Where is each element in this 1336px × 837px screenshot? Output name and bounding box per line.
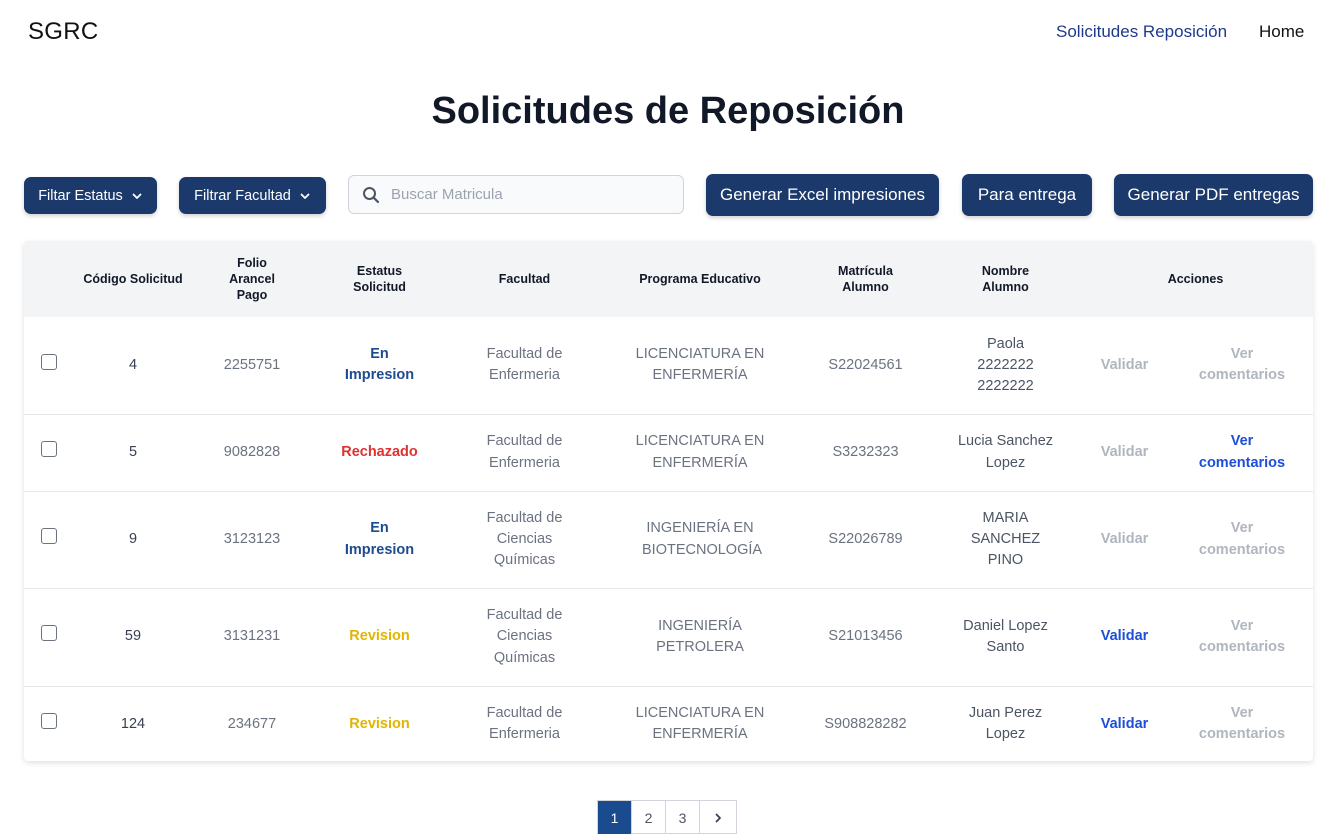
cell-facultad: Facultad de Ciencias Químicas: [447, 491, 602, 588]
filter-status-dropdown[interactable]: [24, 177, 157, 214]
cell-folio: 2255751: [223, 356, 281, 373]
cell-codigo: 5: [74, 414, 192, 491]
validate-link[interactable]: Validar: [1100, 628, 1149, 645]
nav-home[interactable]: Home: [1259, 22, 1305, 41]
chevron-down-icon: [299, 190, 311, 202]
table-row: [24, 317, 1313, 414]
cell-nombre: Lucia Sanchez Lopez: [933, 414, 1078, 491]
filter-faculty-label: Filtrar Facultad: [194, 187, 291, 204]
search-input[interactable]: [391, 186, 671, 203]
cell-codigo: 124: [74, 686, 192, 761]
header-acciones: Acciones: [1167, 271, 1224, 286]
brand-logo[interactable]: SGRC: [28, 18, 99, 45]
cell-matricula: S3232323: [798, 414, 933, 491]
status-badge: Rechazado: [341, 443, 418, 460]
validate-link[interactable]: Validar: [1100, 356, 1149, 373]
page-1-button[interactable]: 1: [598, 801, 631, 834]
validate-link[interactable]: Validar: [1100, 530, 1149, 547]
chevron-right-icon: [712, 812, 724, 824]
table-row: [24, 588, 1313, 686]
cell-nombre: Paola 2222222 2222222: [977, 335, 1034, 394]
generate-excel-button[interactable]: Generar Excel impresiones: [706, 174, 939, 216]
next-page-button[interactable]: [699, 801, 736, 834]
row-checkbox[interactable]: [41, 625, 57, 641]
row-checkbox[interactable]: [41, 441, 57, 457]
chevron-down-icon: [131, 190, 143, 202]
filter-status-label: Filtar Estatus: [38, 187, 123, 204]
header-codigo: Código Solicitud: [83, 271, 183, 286]
page-2-button[interactable]: 2: [631, 801, 665, 834]
cell-matricula: S22024561: [828, 356, 903, 373]
row-checkbox[interactable]: [41, 713, 57, 729]
cell-matricula: S908828282: [798, 686, 933, 761]
filter-faculty-dropdown[interactable]: [179, 177, 326, 214]
pagination: [597, 800, 737, 834]
requests-table-card: [24, 241, 1313, 761]
cell-nombre: MARIA SANCHEZ PINO: [933, 491, 1078, 588]
status-badge: Revision: [349, 628, 410, 645]
table-row: [24, 414, 1313, 491]
search-icon: [361, 185, 381, 205]
status-badge: En Impresion: [344, 520, 415, 558]
cell-programa: LICENCIATURA EN ENFERMERÍA: [635, 346, 765, 384]
cell-programa: LICENCIATURA EN ENFERMERÍA: [602, 414, 798, 491]
header-select: [24, 241, 74, 317]
generate-pdf-button[interactable]: Generar PDF entregas: [1114, 174, 1313, 216]
cell-folio: 9082828: [192, 414, 312, 491]
view-comments-link[interactable]: Ver comentarios: [1198, 433, 1286, 471]
cell-matricula: S21013456: [798, 588, 933, 686]
header-facultad: Facultad: [498, 271, 551, 286]
cell-nombre: Daniel Lopez Santo: [933, 588, 1078, 686]
requests-table: [24, 241, 1313, 761]
nav-solicitudes-reposicion[interactable]: Solicitudes Reposición: [1056, 22, 1228, 41]
table-header-row: [24, 241, 1313, 317]
cell-facultad: Facultad de Ciencias Químicas: [447, 588, 602, 686]
cell-folio: 3131231: [192, 588, 312, 686]
cell-programa: LICENCIATURA EN ENFERMERÍA: [602, 686, 798, 761]
status-badge: En Impresion: [344, 346, 415, 384]
view-comments-link[interactable]: Ver comentarios: [1198, 617, 1286, 655]
status-badge: Revision: [349, 715, 410, 732]
validate-link[interactable]: Validar: [1100, 443, 1149, 460]
cell-facultad: Facultad de Enfermeria: [486, 346, 563, 384]
table-row: [24, 686, 1313, 761]
header-nombre: Nombre Alumno: [981, 263, 1030, 294]
header-estatus: Estatus Solicitud: [353, 263, 406, 294]
cell-facultad: Facultad de Enfermeria: [447, 414, 602, 491]
header-programa: Programa Educativo: [639, 271, 761, 286]
cell-programa: INGENIERÍA PETROLERA: [602, 588, 798, 686]
table-row: [24, 491, 1313, 588]
cell-matricula: S22026789: [798, 491, 933, 588]
search-matricula: [348, 175, 684, 214]
page-title: Solicitudes de Reposición: [431, 90, 905, 132]
cell-codigo: 9: [74, 491, 192, 588]
cell-folio: 3123123: [192, 491, 312, 588]
cell-facultad: Facultad de Enfermeria: [447, 686, 602, 761]
cell-nombre: Juan Perez Lopez: [933, 686, 1078, 761]
top-navbar: [0, 0, 1336, 64]
view-comments-link[interactable]: Ver comentarios: [1198, 346, 1286, 384]
page-3-button[interactable]: 3: [665, 801, 699, 834]
cell-programa: INGENIERÍA EN BIOTECNOLOGÍA: [602, 491, 798, 588]
cell-folio: 234677: [192, 686, 312, 761]
row-checkbox[interactable]: [41, 528, 57, 544]
for-delivery-button[interactable]: Para entrega: [962, 174, 1092, 216]
view-comments-link[interactable]: Ver comentarios: [1198, 520, 1286, 558]
cell-codigo: 4: [128, 356, 138, 373]
header-folio: Folio Arancel Pago: [229, 255, 275, 303]
header-matricula: Matrícula Alumno: [838, 263, 893, 294]
view-comments-link[interactable]: Ver comentarios: [1198, 705, 1286, 743]
row-checkbox[interactable]: [41, 354, 57, 370]
validate-link[interactable]: Validar: [1100, 715, 1149, 732]
cell-codigo: 59: [74, 588, 192, 686]
